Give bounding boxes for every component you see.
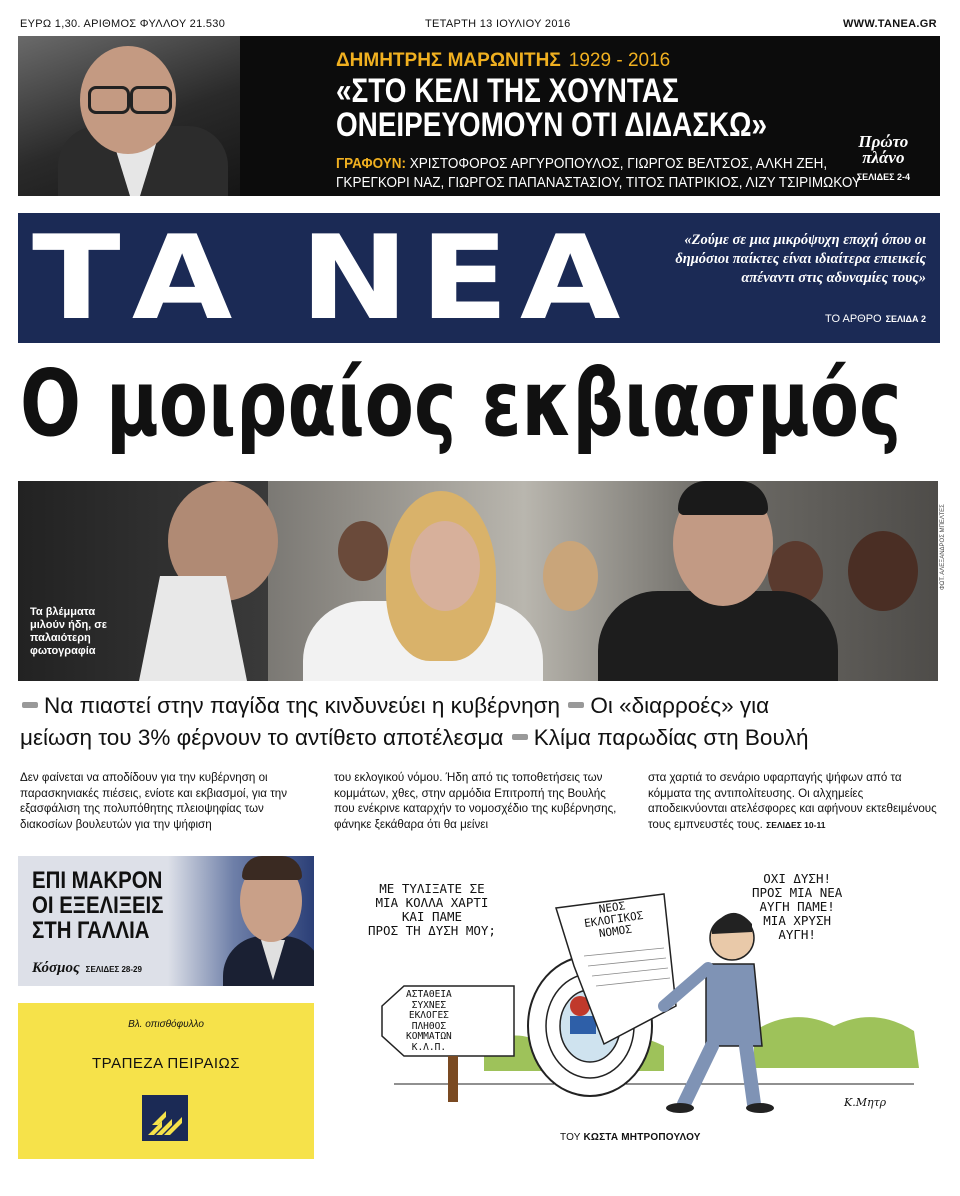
photo-caption: Τα βλέμματα μιλούν ήδη, σε παλαιότερη φωτογραφία: [30, 606, 108, 657]
price-issue: ΕΥΡΩ 1,30. ΑΡΙΘΜΟΣ ΦΥΛΛΟΥ 21.530: [20, 18, 226, 30]
macron-title: ΕΠΙ ΜΑΚΡΟΝ ΟΙ ΕΞΕΛΙΞΕΙΣ ΣΤΗ ΓΑΛΛΙΑ: [32, 867, 164, 944]
political-cartoon: [334, 856, 940, 1126]
issue-date: ΤΕΤΑΡΤΗ 13 ΙΟΥΛΙΟΥ 2016: [425, 18, 571, 30]
maronitis-photo: [18, 36, 240, 196]
bullet-icon: [568, 702, 584, 708]
banner-writers: ΓΡΑΦΟΥΝ: ΧΡΙΣΤΟΦΟΡΟΣ ΑΡΓΥΡΟΠΟΥΛΟΣ, ΓΙΩΡΓΟΣ ΒΕΛΤΣΟΣ, ΑΛΚΗ ΖΕΗ, ΓΚΡΕΓΚΟΡΙ ΝΑΖ, ΓΙΩΡΓΟΣ ΠΑΠΑΝΑΣΤΑΣΙΟΥ, ΤΙΤΟΣ ΠΑΤΡΙΚΙΟΣ, ΛΙΖΥ ΤΣΙΡΙΜΩΚΟΥ: [336, 155, 861, 191]
top-banner[interactable]: [18, 36, 940, 196]
main-photo: [18, 481, 938, 681]
piraeus-bank-ad[interactable]: [18, 1003, 314, 1159]
subhead-1[interactable]: Να πιαστεί στην παγίδα της κινδυνεύει η κυβέρνηση: [44, 693, 561, 718]
piraeus-logo-icon: [142, 1095, 188, 1141]
banner-name: ΔΗΜΗΤΡΗΣ ΜΑΡΩΝΙΤΗΣ 1929 - 2016: [336, 50, 671, 71]
body-column-1: Δεν φαίνεται να αποδίδουν για την κυβέρνηση οι παρασκηνιακές πιέσεις, ενίοτε και εκβιασμοί, για την εξασφάλιση της πολυπόθητης πλειοψηφίας των διακοσίων βουλευτών για την ψήφιση: [20, 771, 288, 831]
bullet-icon: [512, 734, 528, 740]
body-column-2: του εκλογικού νόμου. Ήδη από τις τοποθετήσεις των κομμάτων, χθες, στην αρμόδια Επιτροπή της Βουλής που ενέκρινε καταρχήν το νομοσχέδιο της κυβέρνησης, φάνηκε ξεκάθαρα ότι θα μείνει: [334, 771, 617, 831]
subhead-2-cont[interactable]: μείωση του 3% φέρνουν το αντίθετο αποτέλεσμα: [20, 725, 504, 750]
main-headline[interactable]: Ο μοιραίος εκβιασμός: [20, 350, 902, 457]
cartoon-credit: ΤΟΥ ΚΩΣΤΑ ΜΗΤΡΟΠΟΥΛΟΥ: [560, 1132, 701, 1143]
article-reference[interactable]: ΤΟ ΑΡΘΡΟ ΣΕΛΙΔΑ 2: [824, 313, 926, 325]
subhead-2[interactable]: Οι «διαρροές» για: [590, 693, 770, 718]
macron-section: Κόσμος ΣΕΛΙΔΕΣ 28-29: [32, 960, 142, 976]
newspaper-logo[interactable]: ΤΑ ΝΕΑ: [32, 211, 632, 346]
cartoon-sign-text: ΑΣΤΑΘΕΙΑ ΣΥΧΝΕΣ ΕΚΛΟΓΕΣ ΠΛΗΘΟΣ ΚΟΜΜΑΤΩΝ Κ.Λ.Π.: [406, 989, 452, 1053]
cartoon-bubble-right: ΟΧΙ ΔΥΣΗ! ΠΡΟΣ ΜΙΑ ΝΕΑ ΑΥΓΗ ΠΑΜΕ! ΜΙΑ ΧΡΥΣΗ ΑΥΓΗ!: [752, 871, 843, 942]
photo-credit: ΦΩΤ. ΑΛΕΞΑΝΔΡΟΣ ΜΠΕΛΤΕΣ: [940, 504, 946, 590]
subhead-3[interactable]: Κλίμα παρωδίας στη Βουλή: [533, 725, 809, 750]
cartoon-signature: Κ.Μητρ: [844, 1096, 887, 1109]
cartoon-paper-text: ΝΕΟΣ ΕΚΛΟΓΙΚΟΣ ΝΟΜΟΣ: [583, 899, 645, 941]
ad-bank-name: ΤΡΑΠΕΖΑ ΠΕΙΡΑΙΩΣ: [92, 1055, 240, 1072]
body-column-3: στα χαρτιά το σενάριο υφαρπαγής ψήφων από τα κόμματα της αντιπολίτευσης. Οι αλχημείες αποδεικνύονται ατελέσφορες και αφήνουν εκτεθειμένους τους εμπνευστές τους. ΣΕΛΙΔΕΣ 10-11: [648, 771, 937, 831]
banner-quote: «ΣΤΟ ΚΕΛΙ ΤΗΣ ΧΟΥΝΤΑΣ ΟΝΕΙΡΕΥΟΜΟΥΝ ΟΤΙ ΔΙΔΑΣΚΩ»: [336, 72, 768, 144]
cartoon-bubble-left: ΜΕ ΤΥΛΙΞΑΤΕ ΣΕ ΜΙΑ ΚΟΛΛΑ ΧΑΡΤΙ ΚΑΙ ΠΑΜΕ ΠΡΟΣ ΤΗ ΔΥΣΗ ΜΟΥ;: [368, 881, 496, 938]
subheads: [20, 690, 950, 754]
bullet-icon: [22, 702, 38, 708]
website-link[interactable]: WWW.TANEA.GR: [843, 18, 937, 30]
macron-teaser[interactable]: [18, 856, 314, 986]
editorial-quote: «Ζούμε σε μια μικρόψυχη εποχή όπου οι δημόσιοι παίκτες είναι ιδιαίτερα επιεικείς απέναντι στις αδυναμίες τους»: [675, 232, 926, 286]
section-proto-plano[interactable]: Πρώτο πλάνο ΣΕΛΙΔΕΣ 2-4: [856, 132, 910, 182]
ad-note: Βλ. οπισθόφυλλο: [128, 1019, 204, 1030]
masthead: [18, 211, 940, 346]
body-pages[interactable]: ΣΕΛΙΔΕΣ 10-11: [766, 819, 826, 830]
